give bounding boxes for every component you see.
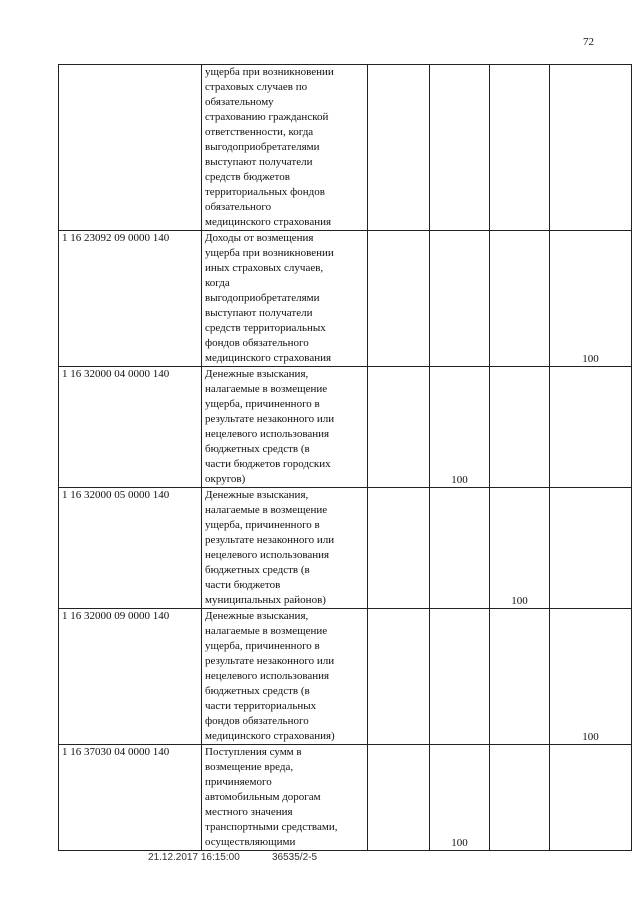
revenue-name-line: ущерба при возникновении	[205, 66, 334, 78]
percent-cell	[490, 231, 550, 367]
revenue-name-line: обязательного	[205, 201, 272, 213]
revenue-name-line: медицинского страхования	[205, 352, 332, 364]
percent-cell	[550, 65, 632, 231]
revenue-name-line: налагаемые в возмещение	[205, 504, 328, 516]
percent-cell	[430, 65, 490, 231]
percent-cell	[430, 745, 490, 851]
percent-value: 100	[582, 353, 599, 365]
footer-date: 21.12.2017 16:15:00	[148, 852, 240, 863]
revenue-name-line: округов)	[205, 473, 246, 485]
budget-code-cell: 1 16 37030 04 0000 140	[59, 745, 202, 851]
revenue-name-line: выступают получатели	[205, 156, 313, 168]
revenue-name-line: обязательному	[205, 96, 274, 108]
revenue-name-line: Поступления сумм в	[205, 746, 302, 758]
revenue-name-line: части территориальных	[205, 700, 317, 712]
percent-cell	[430, 231, 490, 367]
page-number: 72	[583, 36, 594, 48]
percent-cell	[368, 65, 430, 231]
revenue-name-line: бюджетных средств (в	[205, 564, 310, 576]
revenue-name-line: результате незаконного или	[205, 655, 335, 667]
percent-cell	[490, 609, 550, 745]
revenue-name-line: возмещение вреда,	[205, 761, 294, 773]
percent-cell	[490, 488, 550, 609]
revenue-name-line: Денежные взыскания,	[205, 368, 309, 380]
percent-cell	[550, 367, 632, 488]
revenue-name-line: территориальных фондов	[205, 186, 325, 198]
revenue-name-line: медицинского страхования)	[205, 730, 335, 742]
revenue-name-line: муниципальных районов)	[205, 594, 326, 606]
percent-cell	[490, 65, 550, 231]
percent-cell	[368, 488, 430, 609]
revenue-name-line: местного значения	[205, 806, 293, 818]
percent-value: 100	[582, 731, 599, 743]
revenue-name-line: ответственности, когда	[205, 126, 314, 138]
budget-code-cell: 1 16 32000 05 0000 140	[59, 488, 202, 609]
percent-cell	[550, 609, 632, 745]
revenue-name-line: результате незаконного или	[205, 534, 335, 546]
revenue-name-line: средств территориальных	[205, 322, 326, 334]
revenue-name-line: медицинского страхования	[205, 216, 332, 228]
revenue-name-line: причиняемого	[205, 776, 272, 788]
revenue-name-line: ущерба при возникновении	[205, 247, 334, 259]
revenue-name-cell	[202, 488, 368, 609]
table-row	[59, 609, 632, 745]
table-row	[59, 367, 632, 488]
percent-cell	[368, 367, 430, 488]
percent-cell	[490, 745, 550, 851]
revenue-name-line: иных страховых случаев,	[205, 262, 324, 274]
budget-table	[58, 64, 632, 851]
percent-cell	[368, 609, 430, 745]
percent-value: 100	[451, 837, 468, 849]
table-row	[59, 745, 632, 851]
revenue-name-line: результате незаконного или	[205, 413, 335, 425]
percent-cell	[368, 231, 430, 367]
revenue-name-line: части бюджетов городских	[205, 458, 331, 470]
percent-cell	[430, 367, 490, 488]
revenue-name-line: фондов обязательного	[205, 337, 309, 349]
footer-doc-number: 36535/2-5	[272, 852, 318, 863]
revenue-name-line: средств бюджетов	[205, 171, 290, 183]
table-row	[59, 65, 632, 231]
revenue-name-cell	[202, 367, 368, 488]
revenue-name-line: нецелевого использования	[205, 428, 330, 440]
percent-cell	[430, 488, 490, 609]
revenue-name-cell	[202, 231, 368, 367]
table-row	[59, 488, 632, 609]
revenue-name-line: Доходы от возмещения	[205, 232, 314, 244]
budget-code-cell: 1 16 32000 04 0000 140	[59, 367, 202, 488]
percent-cell	[368, 745, 430, 851]
percent-cell	[490, 367, 550, 488]
revenue-name-line: налагаемые в возмещение	[205, 625, 328, 637]
revenue-name-cell	[202, 745, 368, 851]
revenue-name-line: нецелевого использования	[205, 670, 330, 682]
revenue-name-line: ущерба, причиненного в	[205, 640, 320, 652]
percent-value: 100	[511, 595, 528, 607]
revenue-name-line: ущерба, причиненного в	[205, 519, 320, 531]
revenue-name-line: бюджетных средств (в	[205, 443, 310, 455]
revenue-name-line: автомобильным дорогам	[205, 791, 321, 803]
budget-code-cell	[59, 65, 202, 231]
revenue-name-line: ущерба, причиненного в	[205, 398, 320, 410]
budget-code-cell: 1 16 23092 09 0000 140	[59, 231, 202, 367]
revenue-name-line: выступают получатели	[205, 307, 313, 319]
revenue-name-line: страховых случаев по	[205, 81, 308, 93]
percent-cell	[550, 745, 632, 851]
revenue-name-line: осуществляющими	[205, 836, 296, 848]
revenue-name-line: фондов обязательного	[205, 715, 309, 727]
percent-value: 100	[451, 474, 468, 486]
revenue-name-line: части бюджетов	[205, 579, 281, 591]
revenue-name-cell	[202, 65, 368, 231]
revenue-name-line: бюджетных средств (в	[205, 685, 310, 697]
revenue-name-line: выгодоприобретателями	[205, 292, 320, 304]
budget-code-cell: 1 16 32000 09 0000 140	[59, 609, 202, 745]
revenue-name-line: налагаемые в возмещение	[205, 383, 328, 395]
percent-cell	[550, 488, 632, 609]
percent-cell	[430, 609, 490, 745]
table-row	[59, 231, 632, 367]
revenue-name-cell	[202, 609, 368, 745]
revenue-name-line: страхованию гражданской	[205, 111, 329, 123]
revenue-name-line: нецелевого использования	[205, 549, 330, 561]
revenue-name-line: когда	[205, 277, 230, 289]
revenue-name-line: Денежные взыскания,	[205, 489, 309, 501]
revenue-name-line: выгодоприобретателями	[205, 141, 320, 153]
revenue-name-line: Денежные взыскания,	[205, 610, 309, 622]
percent-cell	[550, 231, 632, 367]
revenue-name-line: транспортными средствами,	[205, 821, 338, 833]
